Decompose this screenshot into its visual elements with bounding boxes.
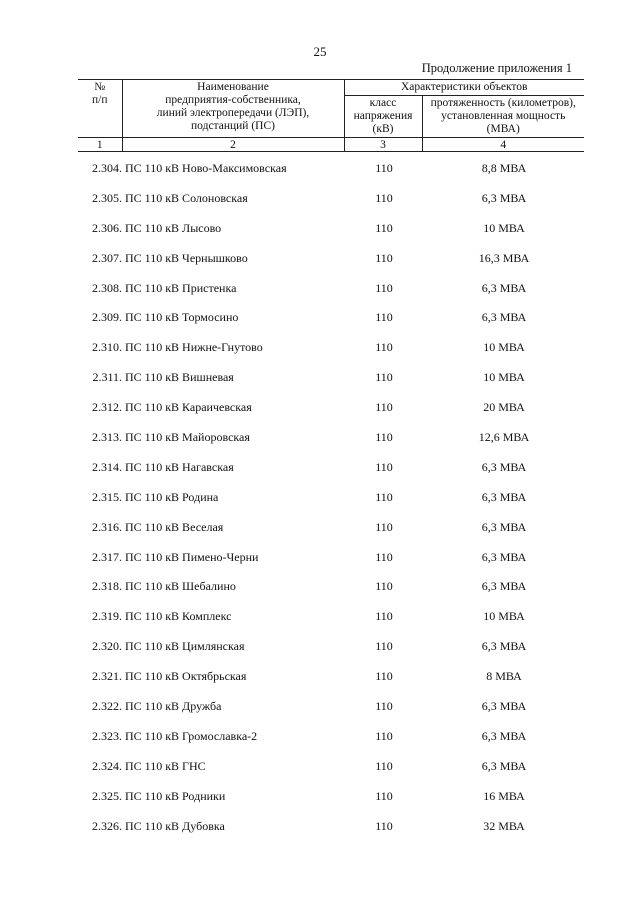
row-number: 2.312. [92, 400, 122, 415]
row-voltage: 110 [375, 699, 393, 714]
row-power: 32 МВА [483, 818, 525, 833]
row-name: ПС 110 кВ Родники [125, 788, 226, 803]
table-row [78, 161, 584, 191]
row-name: ПС 110 кВ Вишневая [125, 370, 234, 385]
row-name: ПС 110 кВ Пристенка [125, 280, 237, 295]
row-power: 10 МВА [483, 609, 525, 624]
table-row [78, 669, 584, 699]
table-row [78, 281, 584, 311]
row-number: 2.305. [92, 190, 122, 205]
table-row [78, 400, 584, 430]
row-number: 2.319. [92, 609, 122, 624]
row-name: ПС 110 кВ Караичевская [125, 400, 252, 415]
row-name: ПС 110 кВ Дружба [125, 699, 222, 714]
row-voltage: 110 [375, 459, 393, 474]
table-row [78, 759, 584, 789]
row-power: 6,3 МВА [481, 758, 527, 773]
table-header [78, 79, 584, 152]
row-power: 6,3 МВА [481, 728, 527, 743]
table-row [78, 819, 584, 849]
table-row [78, 520, 584, 550]
row-voltage: 110 [375, 161, 393, 175]
header-col-number: № п/п [78, 80, 122, 138]
row-power: 6,3 МВА [481, 310, 527, 325]
row-power: 12,6 МВА [478, 430, 530, 445]
row-power: 6,3 МВА [481, 190, 527, 205]
table-row [78, 310, 584, 340]
row-power: 6,3 МВА [481, 459, 527, 474]
continuation-label: Продолжение приложения 1 [421, 61, 572, 75]
table-body [78, 161, 584, 848]
row-power: 6,3 МВА [481, 519, 527, 534]
row-voltage: 110 [375, 639, 393, 654]
row-name: ПС 110 кВ Лысово [125, 220, 222, 235]
row-power: 20 МВА [483, 400, 525, 415]
row-name: ПС 110 кВ Нижне-Гнутово [125, 340, 263, 355]
row-name: ПС 110 кВ ГНС [125, 758, 206, 773]
row-power: 8 МВА [486, 669, 522, 684]
row-voltage: 110 [375, 310, 393, 325]
row-voltage: 110 [375, 250, 393, 265]
row-name: ПС 110 кВ Октябрьская [125, 669, 247, 684]
row-voltage: 110 [375, 340, 393, 355]
row-number: 2.316. [92, 519, 122, 534]
row-power: 10 МВА [483, 220, 525, 235]
row-voltage: 110 [375, 728, 393, 743]
header-colnum-3: 3 [344, 138, 422, 152]
table-row [78, 579, 584, 609]
row-voltage: 110 [375, 609, 393, 624]
row-voltage: 110 [375, 519, 393, 534]
table-row [78, 490, 584, 520]
row-number: 2.320. [92, 639, 122, 654]
header-colnum-2: 2 [122, 138, 344, 152]
row-name: ПС 110 кВ Веселая [125, 519, 224, 534]
row-number: 2.311. [92, 370, 122, 385]
row-name: ПС 110 кВ Чернышково [125, 250, 248, 265]
row-number: 2.313. [92, 430, 122, 445]
table-row [78, 460, 584, 490]
row-voltage: 110 [375, 489, 393, 504]
row-power: 6,3 МВА [481, 579, 527, 594]
row-number: 2.324. [92, 758, 122, 773]
table-row [78, 639, 584, 669]
table-row [78, 729, 584, 759]
table-row [78, 251, 584, 281]
row-name: ПС 110 кВ Дубовка [125, 818, 225, 833]
row-number: 2.322. [92, 699, 122, 714]
row-number: 2.315. [92, 489, 122, 504]
row-name: ПС 110 кВ Комплекс [125, 609, 232, 624]
table-row [78, 609, 584, 639]
row-voltage: 110 [375, 758, 393, 773]
row-voltage: 110 [375, 579, 393, 594]
table-row [78, 370, 584, 400]
row-voltage: 110 [375, 430, 393, 445]
table-row [78, 430, 584, 460]
row-number: 2.323. [92, 728, 122, 743]
row-name: ПС 110 кВ Шебалино [125, 579, 236, 594]
row-voltage: 110 [375, 788, 393, 803]
row-voltage: 110 [375, 370, 393, 385]
table-row [78, 789, 584, 819]
row-number: 2.318. [92, 579, 122, 594]
row-power: 10 МВА [483, 370, 525, 385]
table-row [78, 340, 584, 370]
row-voltage: 110 [375, 549, 393, 564]
row-voltage: 110 [375, 818, 393, 833]
row-name: ПС 110 кВ Громославка-2 [125, 728, 258, 743]
row-voltage: 110 [375, 669, 393, 684]
row-number: 2.326. [92, 818, 122, 833]
row-number: 2.306. [92, 220, 122, 235]
header-col-power: протяженность (километров), установленная мощность (МВА) [422, 96, 584, 138]
header-col-name: Наименование предприятия-собственника, линий электропередачи (ЛЭП), подстанций (ПС) [122, 80, 344, 138]
row-number: 2.310. [92, 340, 122, 355]
row-power: 6,3 МВА [481, 280, 527, 295]
header-col-voltage: класс напряжения (кВ) [344, 96, 422, 138]
row-voltage: 110 [375, 220, 393, 235]
row-power: 16,3 МВА [478, 250, 530, 265]
table-row [78, 699, 584, 729]
row-name: ПС 110 кВ Майоровская [125, 430, 250, 445]
row-voltage: 110 [375, 190, 393, 205]
table-row [78, 221, 584, 251]
table-row [78, 550, 584, 580]
row-name: ПС 110 кВ Пимено-Черни [125, 549, 259, 564]
row-power: 8,8 МВА [481, 161, 527, 175]
row-number: 2.314. [92, 459, 122, 474]
row-power: 6,3 МВА [481, 699, 527, 714]
row-number: 2.304. [92, 161, 122, 175]
row-power: 6,3 МВА [481, 639, 527, 654]
row-number: 2.317. [92, 549, 122, 564]
row-number: 2.309. [92, 310, 122, 325]
row-power: 6,3 МВА [481, 489, 527, 504]
row-power: 16 МВА [483, 788, 525, 803]
header-characteristics-group: Характеристики объектов [344, 80, 584, 96]
row-power: 10 МВА [483, 340, 525, 355]
header-colnum-4: 4 [422, 138, 584, 152]
row-name: ПС 110 кВ Цимлянская [125, 639, 245, 654]
page-number: 25 [313, 44, 327, 59]
table-row [78, 191, 584, 221]
row-name: ПС 110 кВ Тормосино [125, 310, 239, 325]
row-power: 6,3 МВА [481, 549, 527, 564]
row-number: 2.325. [92, 788, 122, 803]
row-name: ПС 110 кВ Солоновская [125, 190, 248, 205]
row-voltage: 110 [375, 400, 393, 415]
row-name: ПС 110 кВ Нагавская [125, 459, 234, 474]
row-number: 2.308. [92, 280, 122, 295]
row-name: ПС 110 кВ Родина [125, 489, 219, 504]
row-voltage: 110 [375, 280, 393, 295]
row-number: 2.307. [92, 250, 122, 265]
header-colnum-1: 1 [78, 138, 122, 152]
row-name: ПС 110 кВ Ново-Максимовская [125, 161, 287, 175]
row-number: 2.321. [92, 669, 122, 684]
